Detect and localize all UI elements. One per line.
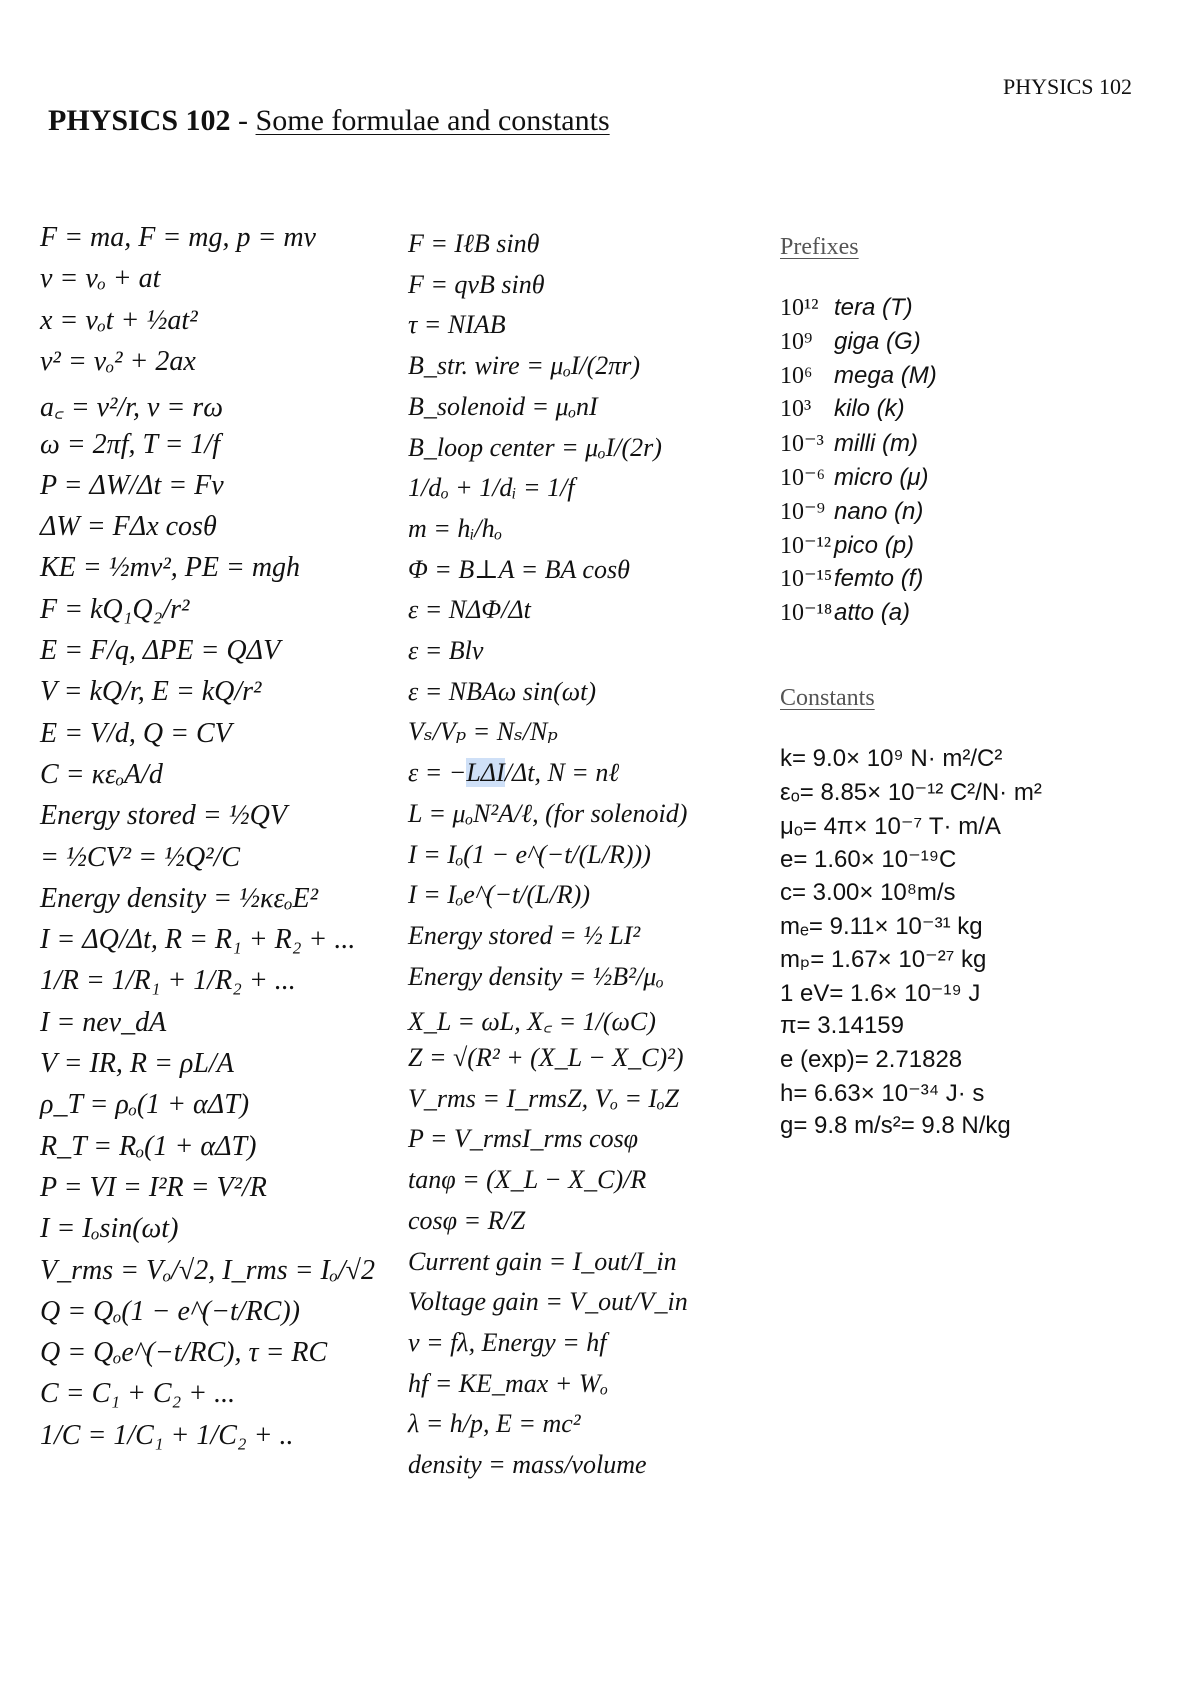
- corner-label: PHYSICS 102: [1003, 74, 1132, 99]
- formula: Vₛ/Vₚ = Nₛ/Nₚ: [408, 717, 558, 747]
- constant-value: c= 3.00× 10⁸m/s: [780, 878, 956, 906]
- prefix-row: [780, 497, 923, 526]
- formula: 1/R = 1/R₁ + 1/R₂ + ...: [40, 965, 296, 997]
- formula: B_str. wire = μₒI/(2πr): [408, 351, 641, 381]
- prefix-row: [780, 328, 921, 356]
- formula: ω = 2πf, T = 1/f: [40, 428, 220, 460]
- formula: density = mass/volume: [408, 1450, 647, 1479]
- formula: 1/dₒ + 1/dᵢ = 1/f: [408, 473, 575, 503]
- prefix-power: 10⁻⁶: [780, 465, 826, 491]
- formula: E = F/q, ΔPE = QΔV: [40, 635, 281, 666]
- formula: hf = KE_max + Wₒ: [408, 1368, 608, 1398]
- formula: v² = vₒ² + 2ax: [40, 345, 196, 377]
- prefix-name: micro (μ): [834, 464, 929, 491]
- prefix-name: pico (p): [834, 531, 915, 559]
- page-title: [48, 104, 610, 138]
- prefix-name: milli (m): [834, 430, 918, 458]
- constant-value: 1 eV= 1.6× 10⁻¹⁹ J: [780, 979, 981, 1007]
- prefix-row: [780, 598, 910, 627]
- prefix-row: [780, 395, 905, 423]
- constant-value: h= 6.63× 10⁻³⁴ J· s: [780, 1080, 985, 1107]
- text-selection-highlight[interactable]: LΔI: [466, 758, 505, 788]
- prefix-power: 10¹²: [780, 295, 819, 321]
- constant-value: mₑ= 9.11× 10⁻³¹ kg: [780, 913, 983, 940]
- formula: V = IR, R = ρL/A: [40, 1048, 234, 1079]
- formula: R_T = Rₒ(1 + αΔT): [40, 1130, 257, 1162]
- prefix-name: femto (f): [834, 565, 924, 593]
- formula: P = VI = I²R = V²/R: [40, 1171, 267, 1203]
- formula: Energy stored = ½QV: [40, 800, 287, 832]
- formula: Energy density = ½κεₒE²: [40, 882, 318, 914]
- formula: I = ΔQ/Δt, R = R₁ + R₂ + ...: [40, 924, 356, 956]
- formula: Voltage gain = V_out/V_in: [408, 1287, 688, 1317]
- prefix-row: [780, 429, 918, 458]
- constant-value: e (exp)= 2.71828: [780, 1045, 963, 1073]
- formula: KE = ½mv², PE = mgh: [40, 552, 301, 584]
- prefix-name: tera (T): [834, 294, 913, 321]
- prefix-power: 10⁹: [780, 328, 813, 355]
- formula: Q = Qₒe^(−t/RC), τ = RC: [40, 1337, 328, 1369]
- formula: v = vₒ + at: [40, 263, 161, 295]
- formula: V_rms = Vₒ/√2, I_rms = Iₒ/√2: [40, 1254, 375, 1286]
- formula: 1/C = 1/C₁ + 1/C₂ + ..: [40, 1419, 294, 1451]
- formula: a꜀ = v²/r, v = rω: [40, 392, 223, 424]
- formula: cosφ = R/Z: [408, 1205, 526, 1235]
- prefix-name: nano (n): [834, 497, 924, 525]
- prefix-name: kilo (k): [834, 395, 905, 423]
- formula: m = hᵢ/hₒ: [408, 513, 503, 543]
- formula: F = ma, F = mg, p = mv: [40, 222, 316, 253]
- formula: Energy stored = ½ LI²: [408, 920, 641, 950]
- formula: V_rms = I_rmsZ, Vₒ = IₒZ: [408, 1083, 679, 1113]
- prefix-power: 10⁻¹⁵: [780, 566, 833, 593]
- constant-value: g= 9.8 m/s²= 9.8 N/kg: [780, 1112, 1011, 1140]
- formula: P = V_rmsI_rms cosφ: [408, 1124, 639, 1154]
- formula: P = ΔW/Δt = Fv: [40, 469, 224, 501]
- formula: B_solenoid = μₒnI: [408, 391, 598, 421]
- formula: F = IℓB sinθ: [408, 229, 540, 258]
- formula: E = V/d, Q = CV: [40, 717, 232, 749]
- prefix-power: 10⁶: [780, 362, 813, 389]
- formula: v = fλ, Energy = hf: [408, 1327, 607, 1357]
- prefix-row: [780, 531, 914, 560]
- formula: τ = NIAB: [408, 310, 506, 340]
- formula: C = C₁ + C₂ + ...: [40, 1378, 236, 1410]
- formula: ε = −LΔI/Δt, N = nℓ: [408, 758, 620, 788]
- formula: tanφ = (X_L − X_C)/R: [408, 1165, 647, 1195]
- formula: Q = Qₒ(1 − e^(−t/RC)): [40, 1295, 300, 1327]
- formula: Energy density = ½B²/μₒ: [408, 961, 664, 991]
- formula: F = qvB sinθ: [408, 269, 545, 299]
- formula: ΔW = FΔx cosθ: [40, 511, 217, 543]
- formula: ε = NBAω sin(ωt): [408, 676, 596, 706]
- formula: Current gain = I_out/I_in: [408, 1246, 677, 1276]
- formula: Z = √(R² + (X_L − X_C)²): [408, 1043, 684, 1072]
- prefix-name: mega (M): [834, 361, 937, 389]
- formula: λ = h/p, E = mc²: [408, 1409, 581, 1439]
- formula: Φ = B⊥A = BA cosθ: [408, 554, 630, 584]
- formula: I = Iₒsin(ωt): [40, 1213, 179, 1245]
- formula: I = nev_dA: [40, 1006, 167, 1038]
- formula: C = κεₒA/d: [40, 758, 163, 790]
- constant-value: k= 9.0× 10⁹ N· m²/C²: [780, 745, 1003, 772]
- formula: x = vₒt + ½at²: [40, 304, 198, 336]
- formula: ε = Blv: [408, 636, 484, 665]
- title-course: PHYSICS 102: [48, 104, 231, 137]
- formula: I = Iₒ(1 − e^(−t/(L/R))): [408, 839, 651, 869]
- formula: I = Iₒe^(−t/(L/R)): [408, 880, 590, 910]
- formula: F = kQ₁Q₂/r²: [40, 593, 190, 625]
- prefix-power: 10⁻¹⁸: [780, 600, 833, 627]
- formula: ρ_T = ρₒ(1 + αΔT): [40, 1089, 250, 1121]
- title-subtitle: Some formulae and constants: [255, 104, 610, 137]
- formula: B_loop center = μₒI/(2r): [408, 432, 662, 462]
- prefix-power: 10⁻³: [780, 431, 824, 458]
- constant-value: εₒ= 8.85× 10⁻¹² C²/N· m²: [780, 779, 1042, 807]
- formula: ε = NΔΦ/Δt: [408, 595, 531, 625]
- formula: V = kQ/r, E = kQ/r²: [40, 676, 262, 708]
- prefix-row: [780, 294, 913, 322]
- constant-value: μₒ= 4π× 10⁻⁷ T· m/A: [780, 812, 1001, 840]
- prefix-row: [780, 463, 928, 492]
- prefix-row: [780, 564, 923, 593]
- constant-value: π= 3.14159: [780, 1012, 904, 1040]
- formula: L = μₒN²A/ℓ, (for solenoid): [408, 798, 688, 828]
- formula: X_L = ωL, X꜀ = 1/(ωC): [408, 1007, 656, 1037]
- prefix-power: 10⁻⁹: [780, 498, 826, 525]
- constants-heading: Constants: [780, 685, 875, 711]
- prefix-name: giga (G): [834, 327, 921, 355]
- prefix-power: 10⁻¹²: [780, 532, 832, 559]
- constant-value: e= 1.60× 10⁻¹⁹C: [780, 846, 957, 874]
- prefix-power: 10³: [780, 396, 812, 423]
- formula: = ½CV² = ½Q²/C: [40, 841, 241, 873]
- prefix-name: atto (a): [834, 599, 911, 627]
- title-separator: -: [230, 104, 256, 137]
- constant-value: mₚ= 1.67× 10⁻²⁷ kg: [780, 946, 987, 974]
- prefixes-heading: Prefixes: [780, 234, 859, 260]
- prefix-row: [780, 362, 937, 390]
